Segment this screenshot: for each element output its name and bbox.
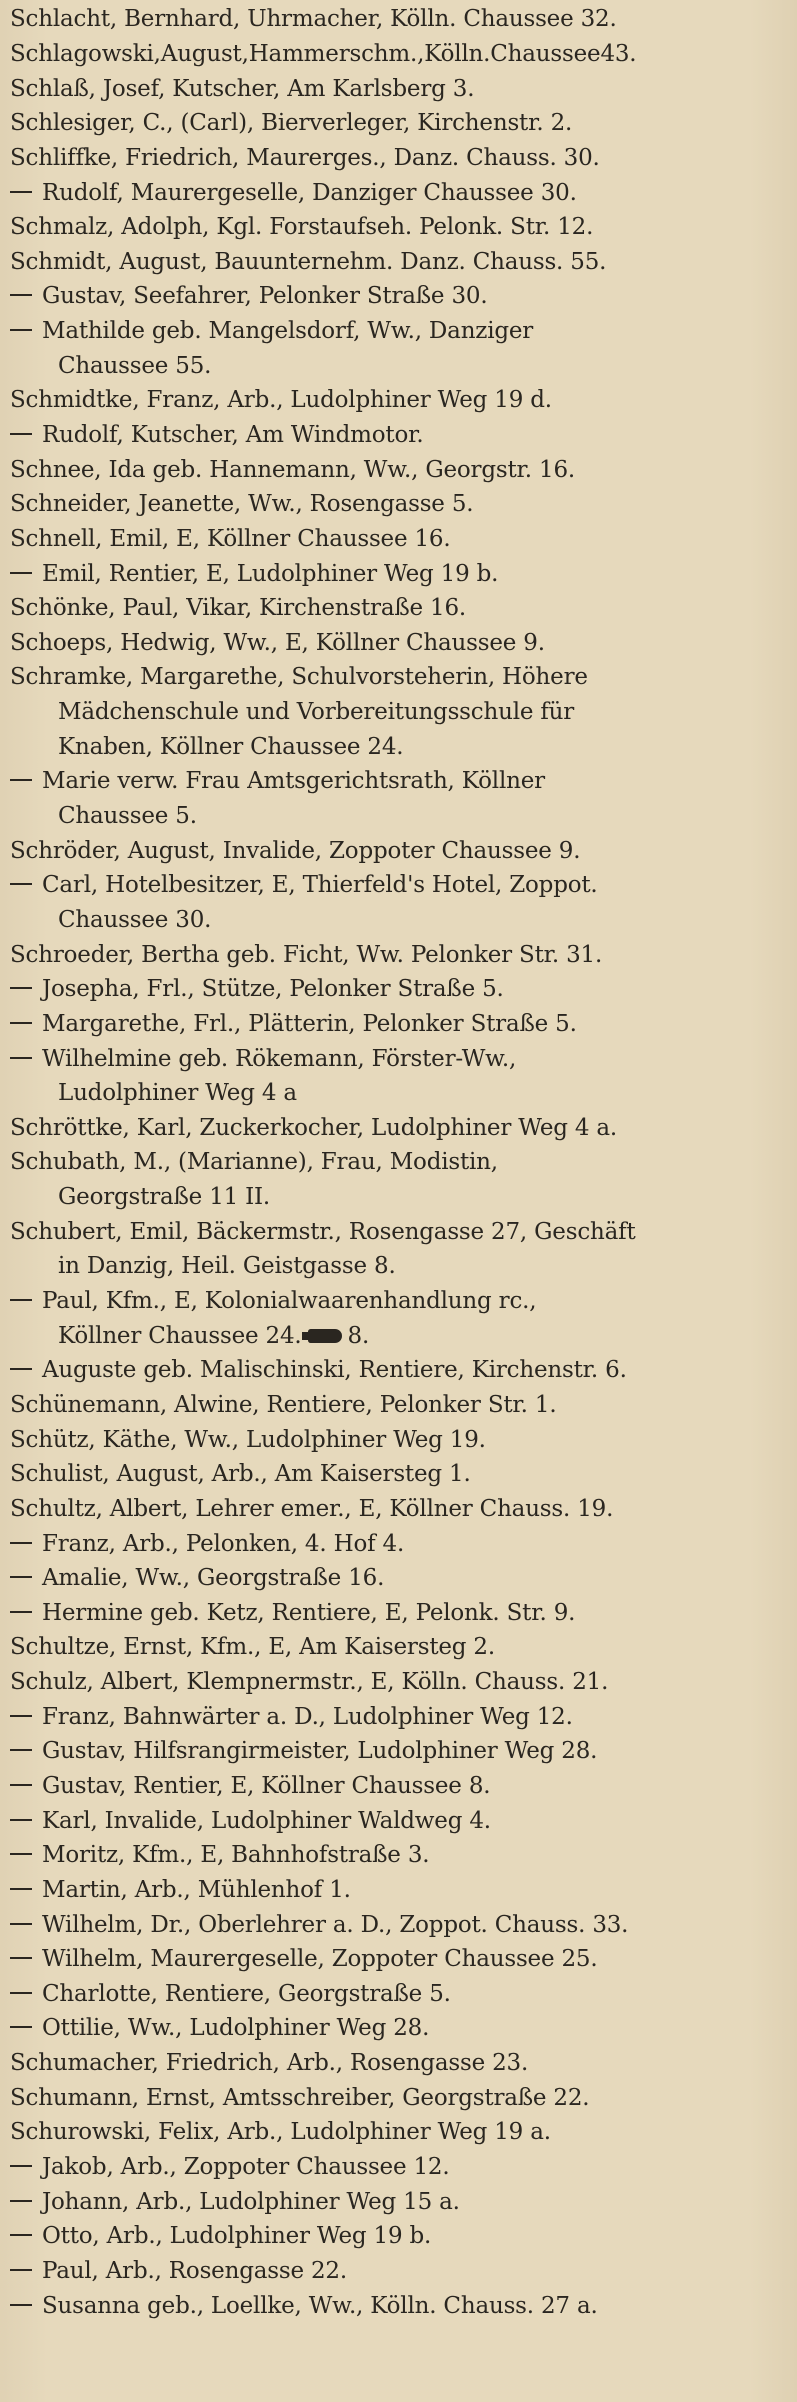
- entry-text: Schroeder, Bertha geb. Ficht, Ww. Pelonker Str. 31.: [10, 941, 603, 968]
- directory-entry-continuation: [10, 2254, 789, 2289]
- directory-entry-continuation: [10, 1284, 789, 1319]
- directory-entry: [10, 522, 789, 557]
- entry-text: Marie verw. Frau Amtsgerichtsrath, Köllner: [42, 768, 545, 795]
- directory-entry-continuation: [10, 2150, 789, 2185]
- entry-text: Mathilde geb. Mangelsdorf, Ww., Danziger: [42, 318, 534, 345]
- entry-text: Schultze, Ernst, Kfm., E, Am Kaisersteg 2.: [10, 1634, 495, 1661]
- entry-text: Gustav, Hilfsrangirmeister, Ludolphiner Weg 28.: [42, 1738, 598, 1765]
- entry-text: Schünemann, Alwine, Rentiere, Pelonker Str. 1.: [10, 1391, 557, 1418]
- directory-entry-continuation: [10, 1803, 789, 1838]
- ditto-dash: [10, 294, 32, 296]
- ditto-dash: [10, 1715, 32, 1717]
- entry-text: Schubath, M., (Marianne), Frau, Modistin,: [10, 1149, 498, 1176]
- entry-text: Schröder, August, Invalide, Zoppoter Chaussee 9.: [10, 837, 581, 864]
- entry-text: Schurowski, Felix, Arb., Ludolphiner Weg 19 a.: [10, 2119, 551, 2146]
- entry-text: Wilhelmine geb. Rökemann, Förster-Ww.,: [42, 1045, 517, 1072]
- ditto-dash: [10, 1888, 32, 1890]
- directory-entry: [10, 71, 789, 106]
- entry-text: Wilhelm, Maurergeselle, Zoppoter Chaussee 25.: [42, 1946, 598, 1973]
- ditto-dash: [10, 1611, 32, 1613]
- entry-text: Schramke, Margarethe, Schulvorsteherin, Höhere: [10, 664, 588, 691]
- directory-entry: [10, 2115, 789, 2150]
- directory-entry-wrapped-line: [10, 695, 789, 730]
- entry-text: Margarethe, Frl., Plätterin, Pelonker Straße 5.: [42, 1010, 577, 1037]
- entry-text: Carl, Hotelbesitzer, E, Thierfeld's Hotel, Zoppot.: [42, 872, 598, 899]
- ditto-dash: [10, 2026, 32, 2028]
- entry-text: Schultz, Albert, Lehrer emer., E, Köllner Chauss. 19.: [10, 1495, 614, 1522]
- directory-entry: [10, 937, 789, 972]
- ditto-dash: [10, 329, 32, 331]
- directory-entry-continuation: [10, 1561, 789, 1596]
- entry-text: Ottilie, Ww., Ludolphiner Weg 28.: [42, 2015, 430, 2042]
- entry-text: Otto, Arb., Ludolphiner Weg 19 b.: [42, 2223, 432, 2250]
- entry-text: Josepha, Frl., Stütze, Pelonker Straße 5.: [42, 976, 504, 1003]
- entry-text: Schlagowski,August,Hammerschm.,Kölln.Chaussee43.: [10, 40, 637, 67]
- directory-entry-continuation: [10, 1526, 789, 1561]
- directory-entry-continuation: [10, 1353, 789, 1388]
- directory-entry: [10, 2080, 789, 2115]
- directory-entry-continuation: [10, 1873, 789, 1908]
- entry-text: Schröttke, Karl, Zuckerkocher, Ludolphiner Weg 4 a.: [10, 1114, 618, 1141]
- entry-text: Schoeps, Hedwig, Ww., E, Köllner Chaussee 9.: [10, 629, 545, 656]
- phone-number: 8.: [347, 1322, 370, 1349]
- entry-text: Johann, Arb., Ludolphiner Weg 15 a.: [42, 2188, 460, 2215]
- ditto-dash: [10, 883, 32, 885]
- entry-text: Schlaß, Josef, Kutscher, Am Karlsberg 3.: [10, 75, 475, 102]
- entry-text: Paul, Kfm., E, Kolonialwaarenhandlung rc.,: [42, 1288, 537, 1315]
- ditto-dash: [10, 1368, 32, 1370]
- directory-entry: [10, 1630, 789, 1665]
- directory-entry-continuation: [10, 556, 789, 591]
- ditto-dash: [10, 572, 32, 574]
- telephone-icon: [308, 1329, 342, 1343]
- entry-text: Moritz, Kfm., E, Bahnhofstraße 3.: [42, 1842, 430, 1869]
- directory-entry: [10, 1111, 789, 1146]
- directory-entry-continuation: [10, 2184, 789, 2219]
- entry-text: Rudolf, Maurergeselle, Danziger Chaussee 30.: [42, 179, 577, 206]
- entry-text: Schlacht, Bernhard, Uhrmacher, Kölln. Chaussee 32.: [10, 6, 617, 33]
- entry-text: Schütz, Käthe, Ww., Ludolphiner Weg 19.: [10, 1426, 486, 1453]
- entry-text: Franz, Arb., Pelonken, 4. Hof 4.: [42, 1530, 405, 1557]
- directory-entry-continuation: [10, 1769, 789, 1804]
- entry-text: Schumann, Ernst, Amtsschreiber, Georgstraße 22.: [10, 2084, 590, 2111]
- entry-text: Auguste geb. Malischinski, Rentiere, Kirchenstr. 6.: [42, 1357, 627, 1384]
- entry-text: Chaussee 30.: [58, 906, 212, 933]
- entry-text: Mädchenschule und Vorbereitungsschule für: [58, 699, 575, 726]
- ditto-dash: [10, 987, 32, 989]
- directory-entry: [10, 833, 789, 868]
- directory-entry: [10, 1665, 789, 1700]
- ditto-dash: [10, 191, 32, 193]
- directory-entry: [10, 1214, 789, 1249]
- ditto-dash: [10, 1299, 32, 1301]
- entry-text: Hermine geb. Ketz, Rentiere, E, Pelonk. Str. 9.: [42, 1599, 576, 1626]
- directory-entry: [10, 487, 789, 522]
- ditto-dash: [10, 1923, 32, 1925]
- entry-text: Schnell, Emil, E, Köllner Chaussee 16.: [10, 525, 451, 552]
- ditto-dash: [10, 2304, 32, 2306]
- directory-entry-continuation: [10, 1734, 789, 1769]
- directory-entry-continuation: [10, 1041, 789, 1076]
- ditto-dash: [10, 1957, 32, 1959]
- entry-text: Schmidtke, Franz, Arb., Ludolphiner Weg 19 d.: [10, 387, 552, 414]
- entry-text: Schmidt, August, Bauunternehm. Danz. Chauss. 55.: [10, 248, 607, 275]
- entry-text: Rudolf, Kutscher, Am Windmotor.: [42, 422, 424, 448]
- entry-text: Schnee, Ida geb. Hannemann, Ww., Georgstr. 16.: [10, 456, 575, 483]
- entry-text: Schliffke, Friedrich, Maurerges., Danz. Chauss. 30.: [10, 144, 600, 171]
- directory-entry-wrapped-line: [10, 1076, 789, 1111]
- entry-text: Georgstraße 11 II.: [58, 1184, 271, 1211]
- ditto-dash: [10, 1749, 32, 1751]
- entry-text: Ludolphiner Weg 4 a: [58, 1080, 297, 1107]
- entry-text: in Danzig, Heil. Geistgasse 8.: [58, 1253, 396, 1280]
- entry-text: Chaussee 55.: [58, 352, 212, 379]
- directory-entries: [10, 2, 789, 2323]
- directory-entry: [10, 1145, 789, 1180]
- directory-entry-continuation: [10, 868, 789, 903]
- entry-text: Gustav, Rentier, E, Köllner Chaussee 8.: [42, 1772, 491, 1799]
- ditto-dash: [10, 2269, 32, 2271]
- directory-entry: [10, 37, 789, 72]
- directory-entry: [10, 244, 789, 279]
- directory-entry-continuation: [10, 1699, 789, 1734]
- ditto-dash: [10, 1853, 32, 1855]
- directory-entry-continuation: [10, 2219, 789, 2254]
- entry-text: Schulist, August, Arb., Am Kaisersteg 1.: [10, 1461, 471, 1488]
- directory-entry: [10, 2046, 789, 2081]
- directory-entry-continuation: [10, 279, 789, 314]
- ditto-dash: [10, 1992, 32, 1994]
- entry-text: Jakob, Arb., Zoppoter Chaussee 12.: [42, 2154, 450, 2181]
- directory-entry-wrapped-line: [10, 729, 789, 764]
- entry-text: Schönke, Paul, Vikar, Kirchenstraße 16.: [10, 595, 466, 622]
- entry-text: Paul, Arb., Rosengasse 22.: [42, 2257, 347, 2284]
- directory-entry: [10, 660, 789, 695]
- ditto-dash: [10, 1542, 32, 1544]
- directory-entry-continuation: [10, 1838, 789, 1873]
- entry-text: Amalie, Ww., Georgstraße 16.: [42, 1565, 385, 1592]
- directory-entry-wrapped-line: [10, 1180, 789, 1215]
- directory-entry: [10, 1492, 789, 1527]
- directory-entry-continuation: [10, 1977, 789, 2012]
- directory-entry-continuation: [10, 764, 789, 799]
- directory-entry-continuation: [10, 1907, 789, 1942]
- entry-text: Karl, Invalide, Ludolphiner Waldweg 4.: [42, 1807, 491, 1834]
- directory-entry: [10, 383, 789, 418]
- ditto-dash: [10, 1784, 32, 1786]
- entry-text: Knaben, Köllner Chaussee 24.: [58, 733, 404, 760]
- directory-entry-continuation: [10, 418, 789, 453]
- ditto-dash: [10, 1819, 32, 1821]
- directory-entry-wrapped-line: [10, 348, 789, 383]
- directory-entry-wrapped-line: [10, 1249, 789, 1284]
- entry-text: Schubert, Emil, Bäckermstr., Rosengasse 27, Geschäft: [10, 1218, 636, 1245]
- ditto-dash: [10, 2200, 32, 2202]
- directory-entry: [10, 210, 789, 245]
- entry-text: Franz, Bahnwärter a. D., Ludolphiner Weg 12.: [42, 1703, 573, 1730]
- directory-entry-wrapped-line: [10, 799, 789, 834]
- ditto-dash: [10, 433, 32, 435]
- ditto-dash: [10, 2165, 32, 2167]
- directory-entry: [10, 141, 789, 176]
- directory-entry: [10, 1388, 789, 1423]
- entry-text: Susanna geb., Loellke, Ww., Kölln. Chauss. 27 a.: [42, 2292, 598, 2319]
- entry-text: Schlesiger, C., (Carl), Bierverleger, Kirchenstr. 2.: [10, 110, 573, 137]
- entry-text: Schmalz, Adolph, Kgl. Forstaufseh. Pelonk. Str. 12.: [10, 214, 594, 241]
- directory-entry: [10, 452, 789, 487]
- entry-text: Emil, Rentier, E, Ludolphiner Weg 19 b.: [42, 560, 499, 587]
- entry-text: Schneider, Jeanette, Ww., Rosengasse 5.: [10, 491, 474, 518]
- directory-entry-wrapped-line: [10, 903, 789, 938]
- directory-entry-continuation: [10, 1942, 789, 1977]
- directory-entry: [10, 2, 789, 37]
- entry-text: Wilhelm, Dr., Oberlehrer a. D., Zoppot. Chauss. 33.: [42, 1911, 629, 1938]
- directory-entry: [10, 591, 789, 626]
- directory-entry-continuation: [10, 175, 789, 210]
- entry-text: Köllner Chaussee 24.: [58, 1322, 302, 1349]
- directory-entry-continuation: [10, 2288, 789, 2323]
- directory-entry-wrapped-line: [10, 1318, 789, 1353]
- ditto-dash: [10, 779, 32, 781]
- directory-entry-continuation: [10, 2011, 789, 2046]
- directory-entry: [10, 1422, 789, 1457]
- entry-text: Gustav, Seefahrer, Pelonker Straße 30.: [42, 283, 488, 310]
- directory-entry-continuation: [10, 972, 789, 1007]
- entry-text: Charlotte, Rentiere, Georgstraße 5.: [42, 1980, 451, 2007]
- entry-text: Martin, Arb., Mühlenhof 1.: [42, 1876, 351, 1903]
- entry-text: Schumacher, Friedrich, Arb., Rosengasse 23.: [10, 2050, 529, 2077]
- directory-entry: [10, 626, 789, 661]
- ditto-dash: [10, 1022, 32, 1024]
- directory-entry-continuation: [10, 1595, 789, 1630]
- ditto-dash: [10, 1576, 32, 1578]
- ditto-dash: [10, 2234, 32, 2236]
- directory-entry: [10, 106, 789, 141]
- directory-entry-continuation: [10, 314, 789, 349]
- directory-entry-continuation: [10, 1007, 789, 1042]
- entry-text: Schulz, Albert, Klempnermstr., E, Kölln. Chauss. 21.: [10, 1669, 609, 1696]
- ditto-dash: [10, 1057, 32, 1059]
- entry-text: Chaussee 5.: [58, 803, 197, 830]
- directory-entry: [10, 1457, 789, 1492]
